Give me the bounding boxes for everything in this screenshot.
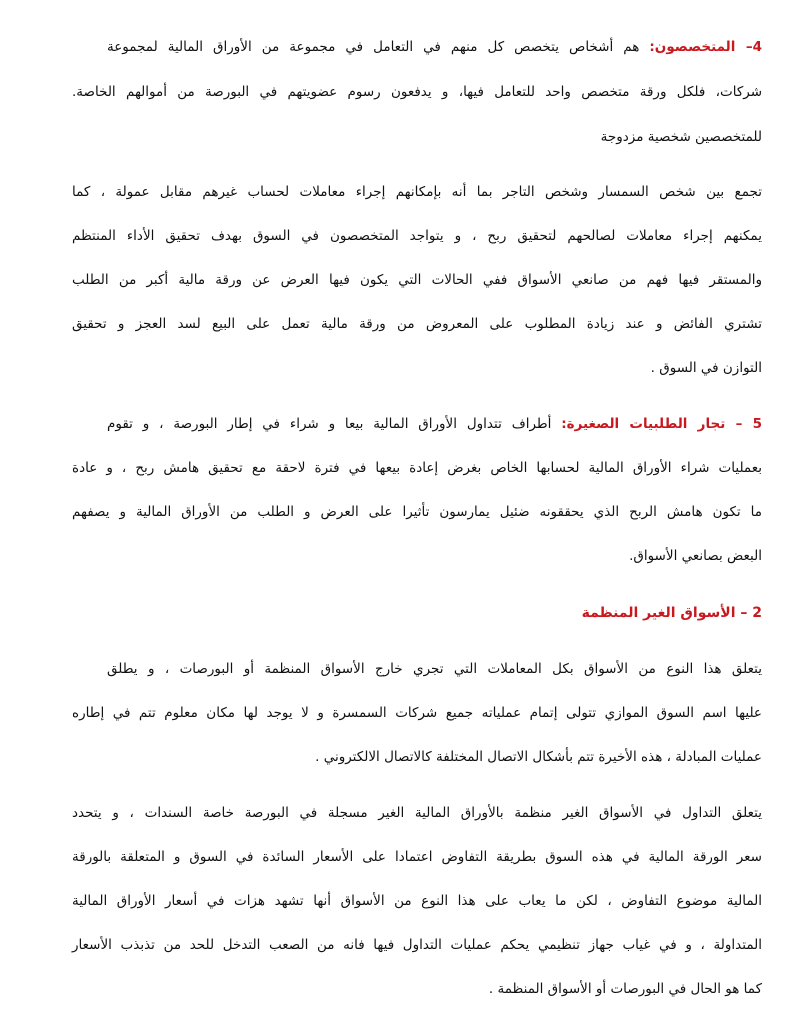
section5-line-4: البعض بصانعي الأسواق. (629, 548, 762, 564)
dual-line-2: يمكنهم إجراء معاملات لصالحهم لتحقيق ربح ، و يتواجد المتخصصون في السوق بهدف تحقيق الأداء المنتظم (72, 228, 762, 244)
section5-text: أطراف تتداول الأوراق المالية بيعا و شراء في إطار البورصة ، و تقوم (107, 416, 562, 432)
otc-p1-line-3: عمليات المبادلة ، هذه الأخيرة تتم بأشكال الاتصال المختلفة كالاتصال الالكتروني . (315, 749, 762, 765)
otc-p1-line-2: عليها اسم السوق الموازي تتولى إتمام عملياته جميع شركات السمسرة و لا يوجد لها مكان معلوم تتم في إطاره (72, 705, 762, 721)
section4-line-3: للمتخصصين شخصية مزدوجة (600, 129, 762, 145)
dual-line-3: والمستقر فيها فهم من صانعي الأسواق ففي الحالات التي يكون فيها العرض عن ورقة مالية أكبر من الطلب (72, 272, 762, 288)
dual-line-5: التوازن في السوق . (650, 360, 762, 376)
section5-line-3: ما تكون هامش الربح الذي يحققونه ضئيل يمارسون تأثيرا على العرض و الطلب من الأوراق المالية و يصفهم (72, 504, 762, 520)
section5-label: 5 – تجار الطلبيات الصغيرة: (561, 416, 762, 432)
section4-line-1 (107, 37, 762, 57)
otc-p1-line-1: يتعلق هذا النوع من الأسواق بكل المعاملات التي تجري خارج الأسواق المنظمة أو البورصات ، و يطلق (107, 661, 762, 677)
otc-p2-line-5: كما هو الحال في البورصات أو الأسواق المنظمة . (488, 981, 762, 997)
section5-line-1 (107, 414, 762, 434)
dual-line-4: تشتري الفائض و عند زيادة المطلوب على المعروض من ورقة مالية تعمل على البيع لسد العجز و تحقيق (72, 316, 762, 332)
otc-p2-line-2: سعر الورقة المالية في هذه السوق بطريقة التفاوض اعتمادا على الأسعار السائدة في السوق و المتعلقة بالورقة (72, 849, 762, 865)
section4-line-2: شركات، فلكل ورقة متخصص واحد للتعامل فيها، و يدفعون رسوم عضويتهم في البورصة من أموالهم الخاصة. (72, 84, 762, 100)
otc-p2-line-3: المالية موضوع التفاوض ، لكن ما يعاب على هذا النوع من الأسواق أنها تشهد هزات في أسعار الأوراق المالية (72, 893, 762, 909)
dual-line-1: تجمع بين شخص السمسار وشخص التاجر بما أنه بإمكانهم إجراء معاملات لحساب غيرهم مقابل عمولة ، كما (72, 184, 762, 200)
section5-line-2: بعمليات شراء الأوراق المالية لحسابها الخاص بغرض إعادة بيعها في فترة لاحقة مع تحقيق هامش ربح ، و عادة (72, 460, 762, 476)
otc-heading: 2 – الأسواق الغير المنظمة (581, 605, 762, 621)
otc-p2-line-1: يتعلق التداول في الأسواق الغير منظمة بالأوراق المالية الغير مسجلة في البورصة خاصة السندات ، و يتحدد (72, 805, 762, 821)
section4-text: هم أشخاص يتخصص كل منهم في التعامل في مجموعة من الأوراق المالية لمجموعة (107, 39, 650, 55)
otc-p2-line-4: المتداولة ، و في غياب جهاز تنظيمي يحكم عمليات التداول فيها فانه من الصعب التدخل للحد من تذبذب الأسعار (72, 937, 762, 953)
section4-label: 4– المتخصصون: (649, 39, 762, 55)
